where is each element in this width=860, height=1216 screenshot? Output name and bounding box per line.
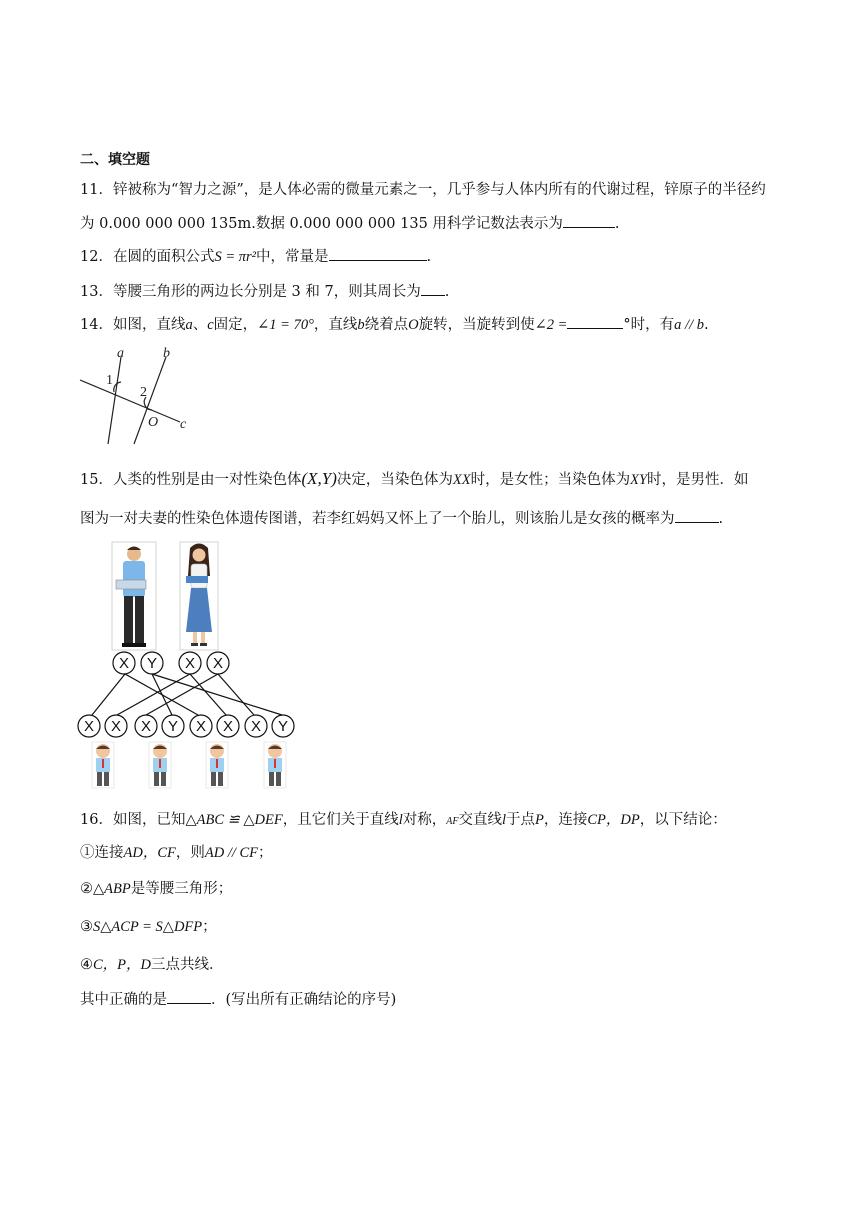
q15-answer-blank[interactable] (675, 508, 719, 523)
q12-end: . (426, 249, 432, 265)
q16-congruence: △ABC ≌ △DEF (185, 812, 283, 828)
q13-answer-blank[interactable] (421, 281, 445, 296)
q16-tail: ，以下结论： (639, 812, 727, 828)
q12-pre: 12．在圆的面积公式 (80, 249, 215, 265)
c3-pre: ③ (80, 919, 93, 935)
parent-chrom-1: X (118, 655, 130, 672)
line-a (108, 357, 121, 444)
c3-end: ； (202, 919, 217, 935)
q15-end1: 时，是男性．如 (647, 472, 749, 488)
q16-mid: ，且它们关于直线 (282, 812, 399, 828)
child-figure-1 (92, 742, 114, 788)
child-figure-3 (206, 742, 228, 788)
q14-mid: ，直线 (313, 317, 358, 333)
q14-sep: 、 (192, 317, 208, 333)
q14-figure (76, 342, 196, 446)
child-chrom-6: X (222, 718, 234, 735)
c3-formula: S△ACP = S△DFP (93, 919, 203, 935)
c4-pts: C，P，D (93, 957, 151, 973)
q16-mid2: 对称， (402, 812, 447, 828)
q16-af: AF (446, 816, 459, 827)
c2-end: 是等腰三角形； (130, 881, 233, 897)
q16-end: ，连接 (543, 812, 588, 828)
q14-end: . (703, 317, 709, 333)
label-1: 1 (106, 373, 113, 388)
q15-line2 (80, 508, 723, 529)
child-figure-2 (149, 742, 171, 788)
q14-answer-blank[interactable] (567, 314, 623, 329)
q11-line1: 11．锌被称为“智力之源”，是人体必需的微量元素之一，几乎参与人体内所有的代谢过程，锌原子的半径约 (80, 182, 766, 198)
q15-figure (72, 540, 302, 792)
parent-chrom-4: X (212, 655, 224, 672)
angle-1-arc (114, 382, 121, 392)
label-2: 2 (140, 385, 147, 400)
q16-conclusion-1 (80, 843, 273, 863)
q14-angle1: ∠1 = 70° (257, 317, 314, 333)
q12-answer-blank[interactable] (329, 246, 427, 261)
q16-cpdp: CP，DP (587, 812, 640, 828)
q15-mid2: 时，是女性；当染色体为 (470, 472, 631, 488)
section-heading: 二、填空题 (80, 152, 150, 168)
q14-deg: °时，有 (623, 317, 675, 333)
q15-pre: 15．人类的性别是由一对性染色体 (80, 472, 302, 488)
parent-chrom-3: X (184, 655, 196, 672)
q11-line2 (80, 213, 620, 234)
child-chrom-2: X (110, 718, 122, 735)
q13-pre: 13．等腰三角形的两边长分别是 3 和 7，则其周长为 (80, 284, 421, 300)
parent-chrom-2: Y (146, 655, 158, 672)
q16-conclusion-3 (80, 917, 217, 937)
child-chrom-1: X (83, 718, 95, 735)
label-o: O (148, 415, 159, 430)
child-chrom-8: Y (277, 718, 289, 735)
c1-end: ； (258, 845, 273, 861)
inheritance-lines (92, 674, 282, 715)
q16-mid4: 于点 (506, 812, 536, 828)
line-c (80, 380, 180, 422)
line-b (134, 357, 166, 444)
q15-xy: XY (630, 472, 648, 488)
q15-xx: XX (452, 472, 471, 488)
q14-line (80, 314, 709, 335)
label-c: c (180, 417, 187, 432)
c4-end: 三点共线． (151, 957, 224, 973)
q11-answer-blank[interactable] (563, 213, 615, 228)
q16-l: l (398, 812, 403, 828)
c2-pre: ② (80, 881, 93, 897)
q15-text2: 图为一对夫妻的性染色体遗传图谱，若李红妈妈又怀上了一个胎儿，则该胎儿是女孩的概率为 (80, 511, 675, 527)
q16-answer-line (80, 989, 396, 1010)
q14-rot: 绕着点 (364, 317, 409, 333)
q14-rot2: 旋转，当旋转到使 (418, 317, 535, 333)
mother-figure (180, 542, 218, 650)
q13-end: . (444, 284, 450, 300)
c1-par: AD // CF (204, 845, 259, 861)
label-a: a (117, 346, 124, 361)
q12-formula: S = πr² (214, 249, 256, 265)
child-chrom-7: X (250, 718, 262, 735)
q16-p: P (535, 812, 544, 828)
child-chrom-5: X (195, 718, 207, 735)
q14-a: a (185, 317, 193, 333)
father-figure (112, 542, 156, 650)
q15-pair: (X,Y) (301, 469, 337, 488)
c2-tri: △ABP (93, 881, 131, 897)
q11-text: 为 0.000 000 000 135m.数据 0.000 000 000 135 用科学记数法表示为 (80, 216, 563, 232)
q16-pre: 16．如图，已知 (80, 812, 186, 828)
children-figures (92, 742, 286, 788)
q14-parallel: a // b (674, 317, 704, 333)
q14-pre: 14．如图，直线 (80, 317, 186, 333)
q14-c: c (207, 317, 214, 333)
q15-mid: 决定，当染色体为 (336, 472, 453, 488)
q14-fixed: 固定， (213, 317, 258, 333)
q14-angle2: ∠2 = (534, 317, 568, 333)
child-chrom-3: X (140, 718, 152, 735)
child-chrom-4: Y (167, 718, 179, 735)
c1-pre: ①连接 (80, 845, 124, 861)
q16-answer-end: ．(写出所有正确结论的序号) (211, 992, 397, 1008)
c4-pre: ④ (80, 957, 93, 973)
q16-answer-blank[interactable] (167, 989, 211, 1004)
q16-mid3: 交直线 (458, 812, 502, 828)
c1-ad: AD，CF (123, 845, 176, 861)
q15-end: . (718, 511, 724, 527)
q16-conclusion-4 (80, 955, 224, 975)
label-b: b (163, 346, 170, 361)
q16-line1 (80, 810, 727, 832)
child-figure-4 (264, 742, 286, 788)
q16-conclusion-2 (80, 879, 232, 899)
q13-line (80, 281, 449, 302)
q15-line1 (80, 469, 749, 490)
q11-end: . (614, 216, 620, 232)
q14-b: b (357, 317, 365, 333)
q16-l2: l (501, 812, 507, 828)
c1-mid: ，则 (175, 845, 205, 861)
q12-mid: 中，常量是 (256, 249, 329, 265)
q12-line (80, 246, 431, 267)
q16-answer-pre: 其中正确的是 (80, 992, 167, 1008)
q14-o: O (408, 317, 419, 333)
